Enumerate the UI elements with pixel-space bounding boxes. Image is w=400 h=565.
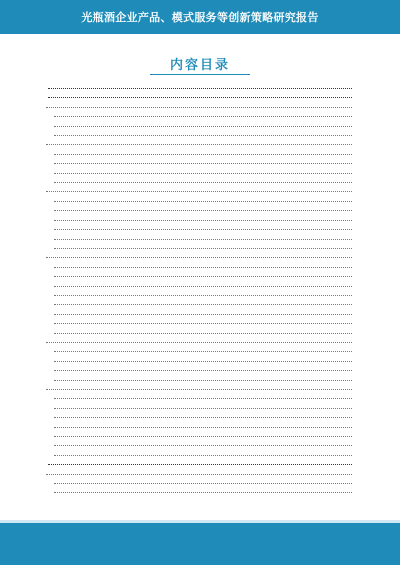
heading-divider [150,74,250,75]
toc-entry[interactable] [36,423,354,430]
toc-dot-leader [54,126,352,127]
toc-entry[interactable] [36,460,354,467]
toc-entry[interactable] [36,103,354,110]
toc-dot-leader [54,427,352,428]
toc-entry[interactable] [36,310,354,317]
toc-dot-leader [54,267,352,268]
toc-dot-leader [46,107,352,108]
toc-dot-leader [54,276,352,277]
toc-dot-leader [54,417,352,418]
toc-dot-leader [54,182,352,183]
toc-entry[interactable] [36,272,354,279]
toc-dot-leader [54,286,352,287]
toc-entry[interactable] [36,347,354,354]
toc-dot-leader [54,304,352,305]
toc-entry[interactable] [36,159,354,166]
toc-dot-leader [46,474,352,475]
toc-entry[interactable] [36,187,354,194]
toc-entry[interactable] [36,451,354,458]
toc-entry[interactable] [36,488,354,495]
toc-entry[interactable] [36,225,354,232]
toc-entry[interactable] [36,178,354,185]
toc-entry[interactable] [36,197,354,204]
toc-entry-label [36,85,46,91]
toc-dot-leader [46,191,352,192]
toc-dot-leader [48,88,352,89]
toc-entry[interactable] [36,122,354,129]
toc-dot-leader [54,483,352,484]
toc-dot-leader [54,455,352,456]
toc-dot-leader [54,361,352,362]
toc-dot-leader [54,173,352,174]
toc-entry[interactable] [36,140,354,147]
toc-dot-leader [54,314,352,315]
toc-dot-leader [54,163,352,164]
toc-entry[interactable] [36,291,354,298]
toc-entry-label [36,461,46,467]
toc-entry[interactable] [36,84,354,91]
toc-dot-leader [54,201,352,202]
toc-dot-leader [54,135,352,136]
toc-entry-label [36,94,46,100]
toc-entry[interactable] [36,112,354,119]
toc-dot-leader [46,144,352,145]
toc-dot-leader [54,295,352,296]
toc-dot-leader [54,220,352,221]
toc-entry[interactable] [36,244,354,251]
toc-entry[interactable] [36,357,354,364]
table-of-contents [36,84,354,496]
toc-dot-leader [54,370,352,371]
toc-entry[interactable] [36,376,354,383]
toc-dot-leader [54,239,352,240]
toc-entry[interactable] [36,329,354,336]
toc-entry[interactable] [36,131,354,138]
toc-entry[interactable] [36,300,354,307]
toc-entry[interactable] [36,253,354,260]
header-banner [0,0,400,34]
toc-entry[interactable] [36,413,354,420]
toc-dot-leader [54,492,352,493]
toc-dot-leader [54,323,352,324]
toc-dot-leader [54,210,352,211]
toc-entry[interactable] [36,93,354,100]
toc-dot-leader [54,398,352,399]
toc-entry[interactable] [36,216,354,223]
toc-dot-leader [54,408,352,409]
toc-entry[interactable] [36,394,354,401]
toc-entry[interactable] [36,338,354,345]
toc-dot-leader [48,97,352,98]
toc-entry[interactable] [36,150,354,157]
toc-dot-leader [46,389,352,390]
toc-dot-leader [48,464,352,465]
toc-entry[interactable] [36,404,354,411]
toc-dot-leader [46,257,352,258]
toc-entry[interactable] [36,282,354,289]
toc-entry[interactable] [36,169,354,176]
toc-entry[interactable] [36,441,354,448]
toc-entry[interactable] [36,366,354,373]
report-title: 光瓶酒企业产品、模式服务等创新策略研究报告 [81,11,319,24]
toc-entry[interactable] [36,432,354,439]
toc-entry[interactable] [36,263,354,270]
toc-heading: 内容目录 [169,58,230,73]
toc-dot-leader [54,333,352,334]
toc-entry[interactable] [36,479,354,486]
toc-entry[interactable] [36,470,354,477]
toc-entry[interactable] [36,319,354,326]
toc-dot-leader [54,351,352,352]
toc-dot-leader [46,342,352,343]
toc-dot-leader [54,116,352,117]
toc-entry[interactable] [36,206,354,213]
footer-band [0,520,400,565]
toc-entry[interactable] [36,385,354,392]
toc-dot-leader [54,445,352,446]
toc-dot-leader [54,380,352,381]
toc-dot-leader [54,248,352,249]
toc-dot-leader [54,436,352,437]
toc-entry[interactable] [36,235,354,242]
toc-dot-leader [54,154,352,155]
toc-dot-leader [54,229,352,230]
